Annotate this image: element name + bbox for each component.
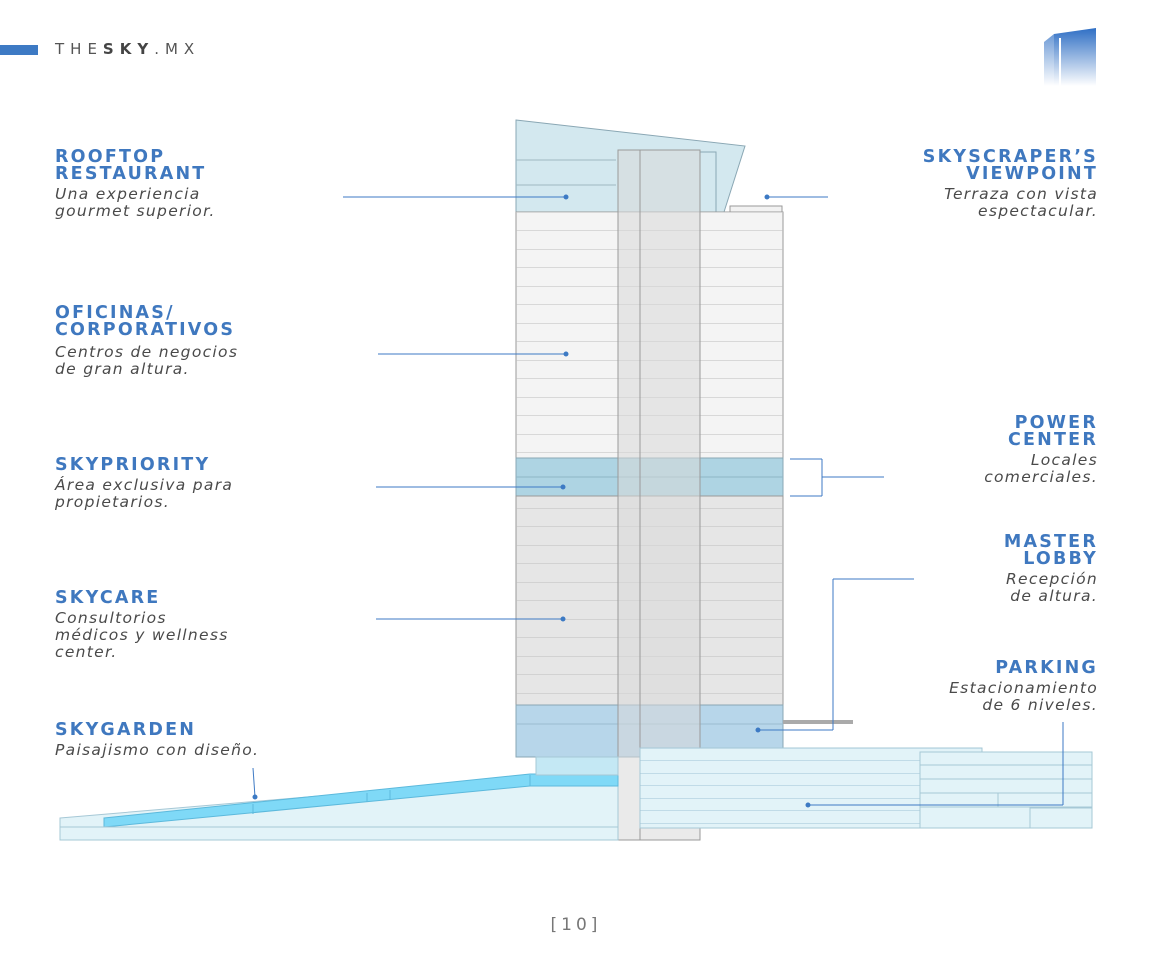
skypriority-desc: Área exclusiva para propietarios. — [55, 476, 234, 511]
core-column — [618, 150, 700, 840]
brand-bold: SKY — [102, 40, 155, 58]
skycare-desc: Consultorios médicos y wellness center. — [55, 609, 229, 661]
rooftop-title: ROOFTOP RESTAURANT — [55, 147, 207, 184]
master-lobby-desc: Recepción de altura. — [1005, 570, 1098, 605]
master-lobby-title: MASTER LOBBY — [1003, 532, 1098, 569]
power-center-title: POWER CENTER — [1007, 413, 1098, 450]
parking-desc: Estacionamiento de 6 niveles. — [949, 679, 1098, 714]
brand-suffix: .MX — [154, 40, 201, 58]
skycare-title: SKYCARE — [55, 588, 161, 608]
skygarden-title: SKYGARDEN — [55, 720, 197, 740]
power-center-desc: Locales comerciales. — [984, 451, 1098, 486]
skygarden-base — [60, 778, 618, 840]
brand-prefix: THE — [55, 40, 103, 58]
skypriority-title: SKYPRIORITY — [55, 455, 211, 475]
parking-title: PARKING — [995, 658, 1098, 678]
page-number: [10] — [550, 915, 602, 935]
viewpoint-title: SKYSCRAPER’S VIEWPOINT — [922, 147, 1098, 184]
viewpoint-desc: Terraza con vista espectacular. — [944, 185, 1098, 220]
rooftop-desc: Una experiencia gourmet superior. — [55, 185, 216, 220]
oficinas-title: OFICINAS/ CORPORATIVOS — [55, 303, 236, 340]
oficinas-desc: Centros de negocios de gran altura. — [55, 343, 239, 378]
skygarden-desc: Paisajismo con diseño. — [55, 741, 260, 759]
